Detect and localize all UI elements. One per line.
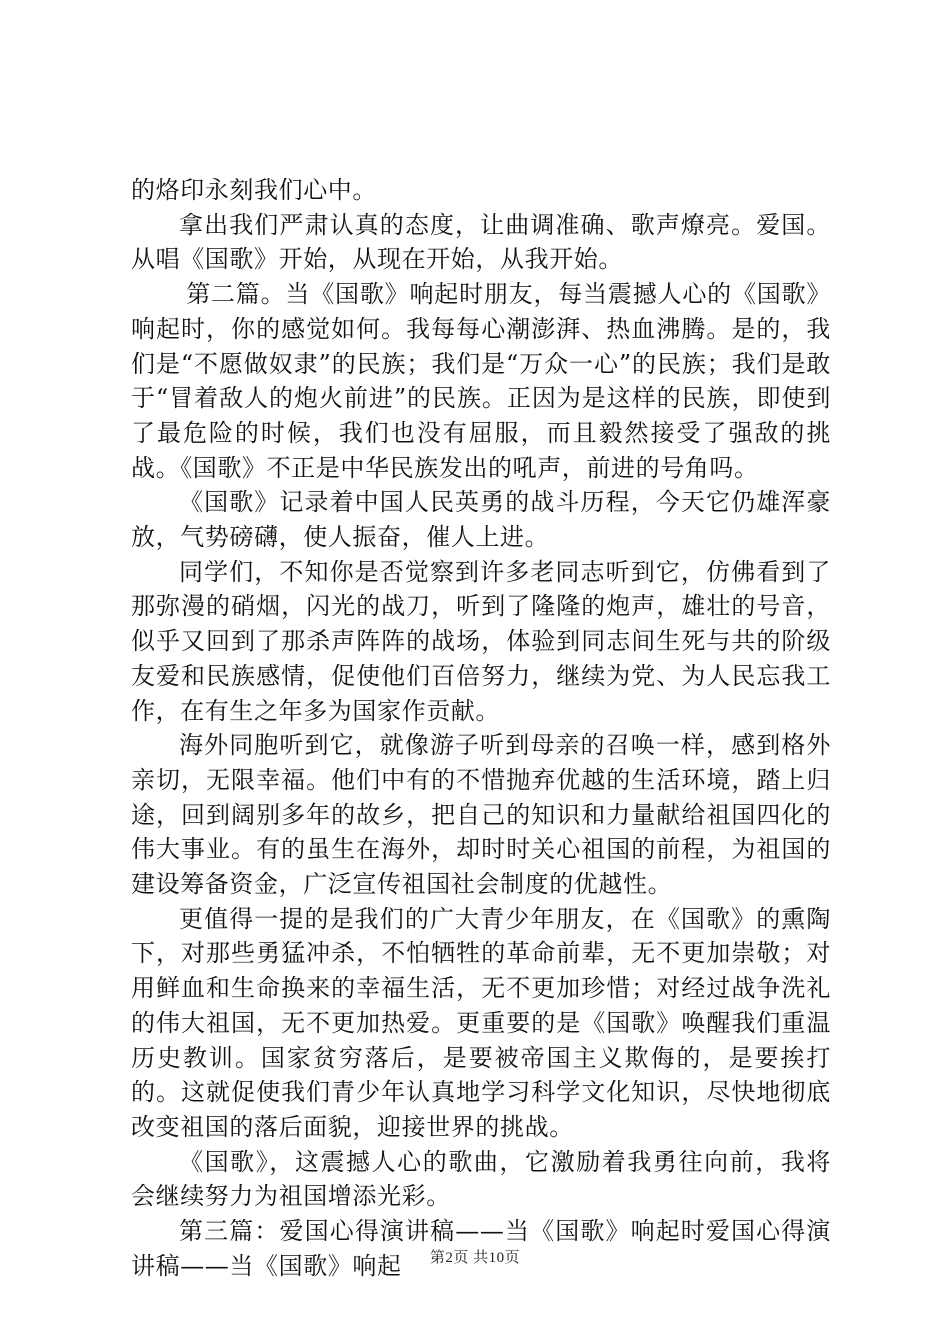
paragraph: 同学们，不知你是否觉察到许多老同志听到它，仿佛看到了那弥漫的硝烟，闪光的战刀，听到了隆隆的炮声，雄壮的号音，似乎又回到了那杀声阵阵的战场，体验到同志间生死与共的阶级友爱和民族感情，促使他们百倍努力，继续为党、为人民忘我工作，在有生之年多为国家作贡献。 [131, 557, 831, 725]
paragraph: 第三篇：爱国心得演讲稿——当《国歌》响起时爱国心得演讲稿——当《国歌》响起 [131, 1217, 831, 1280]
document-body [131, 173, 831, 1284]
paragraph: 《国歌》记录着中国人民英勇的战斗历程，今天它仍雄浑豪放，气势磅礴，使人振奋，催人上进。 [131, 488, 831, 552]
paragraph: 更值得一提的是我们的广大青少年朋友，在《国歌》的熏陶下，对那些勇猛冲杀，不怕牺牲的革命前辈，无不更加崇敬；对用鲜血和生命换来的幸福生活，无不更加珍惜；对经过战争洗礼的伟大祖国，无不更加热爱。更重要的是《国歌》唤醒我们重温历史教训。国家贫穷落后，是要被帝国主义欺侮的，是要挨打的。这就促使我们青少年认真地学习科学文化知识，尽快地彻底改变祖国的落后面貌，迎接世界的挑战。 [131, 904, 831, 1141]
page-number-footer: 第2页 共10页 [429, 1250, 521, 1266]
paragraph: 拿出我们严肃认真的态度，让曲调准确、歌声燎亮。爱国。从唱《国歌》开始，从现在开始，从我开始。 [131, 210, 831, 274]
paragraph: 的烙印永刻我们心中。 [131, 176, 377, 204]
paragraph: 第二篇。当《国歌》响起时朋友，每当震撼人心的《国歌》响起时，你的感觉如何。我每每心潮澎湃、热血沸腾。是的，我们是“不愿做奴隶”的民族；我们是“万众一心”的民族；我们是敢于“冒着敌人的炮火前进”的民族。正因为是这样的民族，即使到了最危险的时候，我们也没有屈服，而且毅然接受了强敌的挑战。《国歌》不正是中华民族发出的吼声，前进的号角吗。 [131, 280, 831, 482]
paragraph: 《国歌》，这震撼人心的歌曲，它激励着我勇往向前，我将会继续努力为祖国增添光彩。 [131, 1147, 831, 1211]
paragraph: 海外同胞听到它，就像游子听到母亲的召唤一样，感到格外亲切，无限幸福。他们中有的不惜抛弃优越的生活环境，踏上归途，回到阔别多年的故乡，把自己的知识和力量献给祖国四化的伟大事业。有的虽生在海外，却时时关心祖国的前程，为祖国的建设筹备资金，广泛宣传祖国社会制度的优越性。 [131, 731, 831, 899]
